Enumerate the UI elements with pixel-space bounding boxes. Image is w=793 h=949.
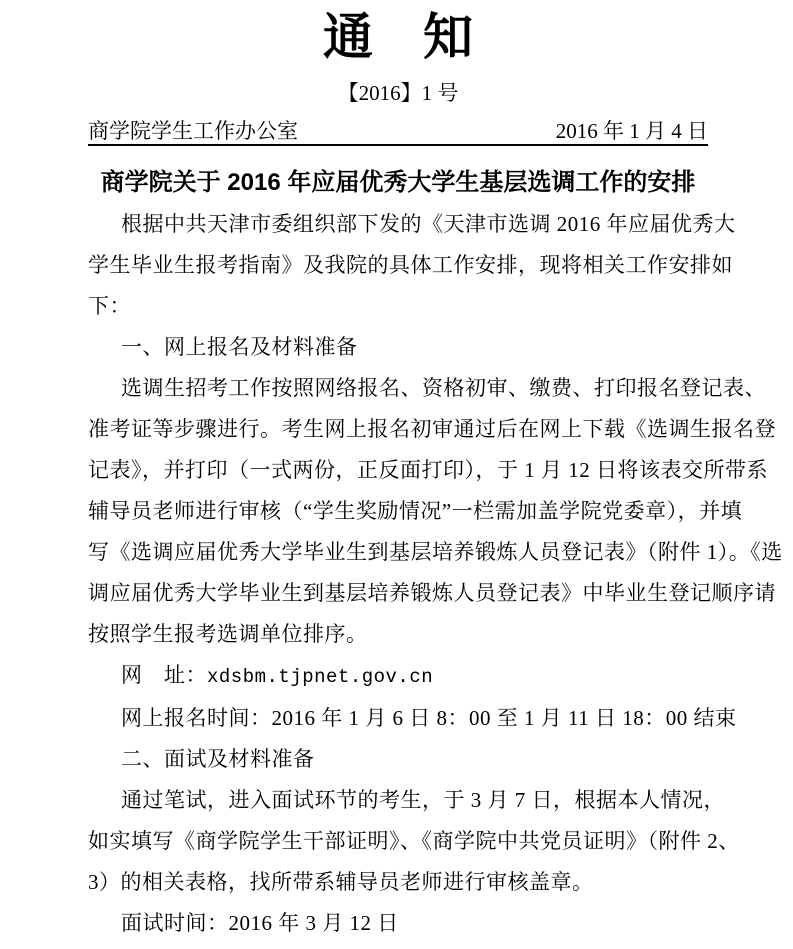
body-line: 按照学生报考选调单位排序。 bbox=[88, 622, 368, 646]
body-line: 通过笔试，进入面试环节的考生，于 3 月 7 日，根据本人情况， bbox=[121, 788, 725, 812]
body-line: 学生毕业生报考指南》及我院的具体工作安排，现将相关工作安排如 bbox=[88, 253, 733, 277]
body-line: 如实填写《商学院学生干部证明》、《商学院中共党员证明》（附件 2、 bbox=[88, 829, 740, 853]
website-url: xdsbm.tjpnet.gov.cn bbox=[207, 666, 434, 688]
body-line: 写《选调应届优秀大学毕业生到基层培养锻炼人员登记表》（附件 1）。《选 bbox=[88, 540, 783, 564]
section-heading-1: 一、网上报名及材料准备 bbox=[121, 335, 358, 359]
body-line: 选调生招考工作按照网络报名、资格初审、缴费、打印报名登记表、 bbox=[121, 376, 766, 400]
body-line: 根据中共天津市委组织部下发的《天津市选调 2016 年应届优秀大 bbox=[121, 212, 736, 236]
body-line: 准考证等步骤进行。考生网上报名初审通过后在网上下载《选调生报名登 bbox=[88, 417, 776, 441]
body-line: 下： bbox=[88, 294, 131, 318]
subject-heading: 商学院关于 2016 年应届优秀大学生基层选调工作的安排 bbox=[100, 169, 696, 196]
body-line: 3）的相关表格，找所带系辅导员老师进行审核盖章。 bbox=[88, 870, 594, 894]
doc-number: 【2016】1 号 bbox=[337, 81, 459, 105]
issuing-office: 商学院学生工作办公室 bbox=[88, 119, 298, 143]
website-line bbox=[88, 655, 708, 698]
body-line: 记表》，并打印（一式两份，正反面打印），于 1 月 12 日将该表交所带系 bbox=[88, 458, 768, 482]
header-row bbox=[88, 120, 708, 146]
notice-title: 通 知 bbox=[323, 9, 473, 65]
notice-body bbox=[88, 204, 783, 944]
interview-time-line: 面试时间：2016 年 3 月 12 日 bbox=[121, 911, 399, 935]
body-line: 调应届优秀大学毕业生到基层培养锻炼人员登记表》中毕业生登记顺序请 bbox=[88, 581, 776, 605]
registration-time-line: 网上报名时间：2016 年 1 月 6 日 8：00 至 1 月 11 日 18：00 结束 bbox=[121, 706, 737, 730]
website-label: 网 址： bbox=[121, 663, 207, 687]
section-heading-2: 二、面试及材料准备 bbox=[121, 747, 315, 771]
body-line: 辅导员老师进行审核（“学生奖励情况”一栏需加盖学院党委章），并填 bbox=[88, 499, 743, 523]
issue-date: 2016 年 1 月 4 日 bbox=[555, 119, 708, 143]
